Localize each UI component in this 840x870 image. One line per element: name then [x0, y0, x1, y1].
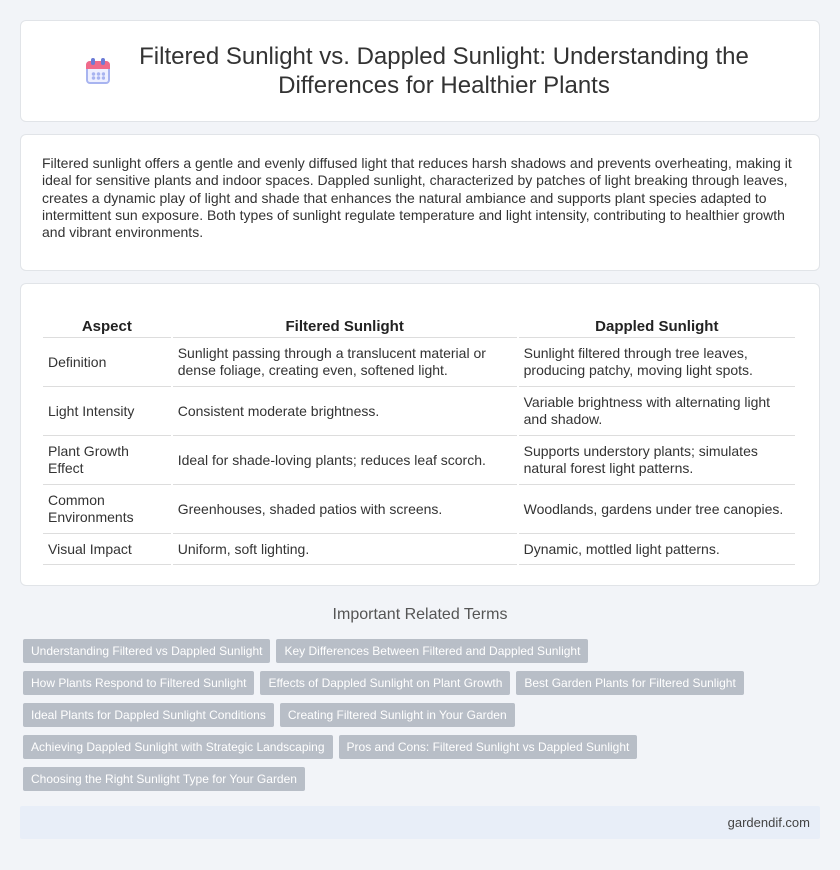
related-tag[interactable]: Key Differences Between Filtered and Dappled Sunlight [276, 639, 588, 663]
tag-row [23, 639, 823, 671]
cell-aspect: Visual Impact [43, 534, 171, 565]
cell-dappled: Woodlands, gardens under tree canopies. [519, 485, 795, 534]
cell-aspect: Common Environments [43, 485, 171, 534]
related-tag[interactable]: Choosing the Right Sunlight Type for Your Garden [23, 767, 305, 791]
tag-row [23, 735, 823, 767]
related-tag[interactable]: Pros and Cons: Filtered Sunlight vs Dappled Sunlight [339, 735, 638, 759]
tag-row [23, 671, 823, 703]
comparison-table [41, 312, 797, 565]
table-row [43, 534, 795, 565]
cell-filtered: Greenhouses, shaded patios with screens. [173, 485, 517, 534]
cell-dappled: Variable brightness with alternating light and shadow. [519, 387, 795, 436]
related-tag[interactable]: Creating Filtered Sunlight in Your Garden [280, 703, 515, 727]
footer [20, 806, 820, 839]
comparison-table-card [20, 283, 820, 586]
related-tag[interactable]: Ideal Plants for Dappled Sunlight Conditions [23, 703, 274, 727]
table-row [43, 338, 795, 387]
header-dappled: Dappled Sunlight [519, 312, 795, 338]
cell-filtered: Sunlight passing through a translucent material or dense foliage, creating even, softened light. [173, 338, 517, 387]
table-row [43, 436, 795, 485]
header-filtered: Filtered Sunlight [173, 312, 517, 338]
related-tag[interactable]: Effects of Dappled Sunlight on Plant Growth [260, 671, 510, 695]
cell-filtered: Uniform, soft lighting. [173, 534, 517, 565]
footer-site-link[interactable]: gardendif.com [727, 815, 810, 830]
table-row [43, 485, 795, 534]
related-tag[interactable]: Achieving Dappled Sunlight with Strategic Landscaping [23, 735, 333, 759]
related-tag[interactable]: How Plants Respond to Filtered Sunlight [23, 671, 254, 695]
cell-aspect: Light Intensity [43, 387, 171, 436]
calendar-icon [86, 58, 110, 84]
intro-card [20, 134, 820, 271]
table-row [43, 387, 795, 436]
cell-filtered: Ideal for shade-loving plants; reduces leaf scorch. [173, 436, 517, 485]
title-wrap [86, 42, 754, 100]
cell-aspect: Definition [43, 338, 171, 387]
related-tag[interactable]: Best Garden Plants for Filtered Sunlight [516, 671, 743, 695]
tag-row [23, 703, 823, 735]
header-card [20, 20, 820, 122]
related-terms-title: Important Related Terms [332, 606, 508, 623]
cell-dappled: Supports understory plants; simulates natural forest light patterns. [519, 436, 795, 485]
table-header-row [43, 312, 795, 338]
cell-aspect: Plant Growth Effect [43, 436, 171, 485]
intro-paragraph: Filtered sunlight offers a gentle and evenly diffused light that reduces harsh shadows and prevents overheating, making it ideal for sensitive plants and indoor spaces. Dappled sunlight, characterized by patches of light breaking through leaves, creates a dynamic play of light and shade that enhances the natural ambiance and supports plant species adapted to intermittent sun exposure. Both types of sunlight regulate temperature and light intensity, contributing to healthier growth and vibrant environments. [42, 155, 792, 241]
page-title: Filtered Sunlight vs. Dappled Sunlight: Understanding the Differences for Healthier Plants [139, 43, 749, 99]
tag-row [23, 767, 823, 799]
header-aspect: Aspect [43, 312, 171, 338]
related-tag[interactable]: Understanding Filtered vs Dappled Sunlight [23, 639, 270, 663]
cell-dappled: Dynamic, mottled light patterns. [519, 534, 795, 565]
cell-filtered: Consistent moderate brightness. [173, 387, 517, 436]
cell-dappled: Sunlight filtered through tree leaves, producing patchy, moving light spots. [519, 338, 795, 387]
related-terms-tags [23, 639, 823, 799]
